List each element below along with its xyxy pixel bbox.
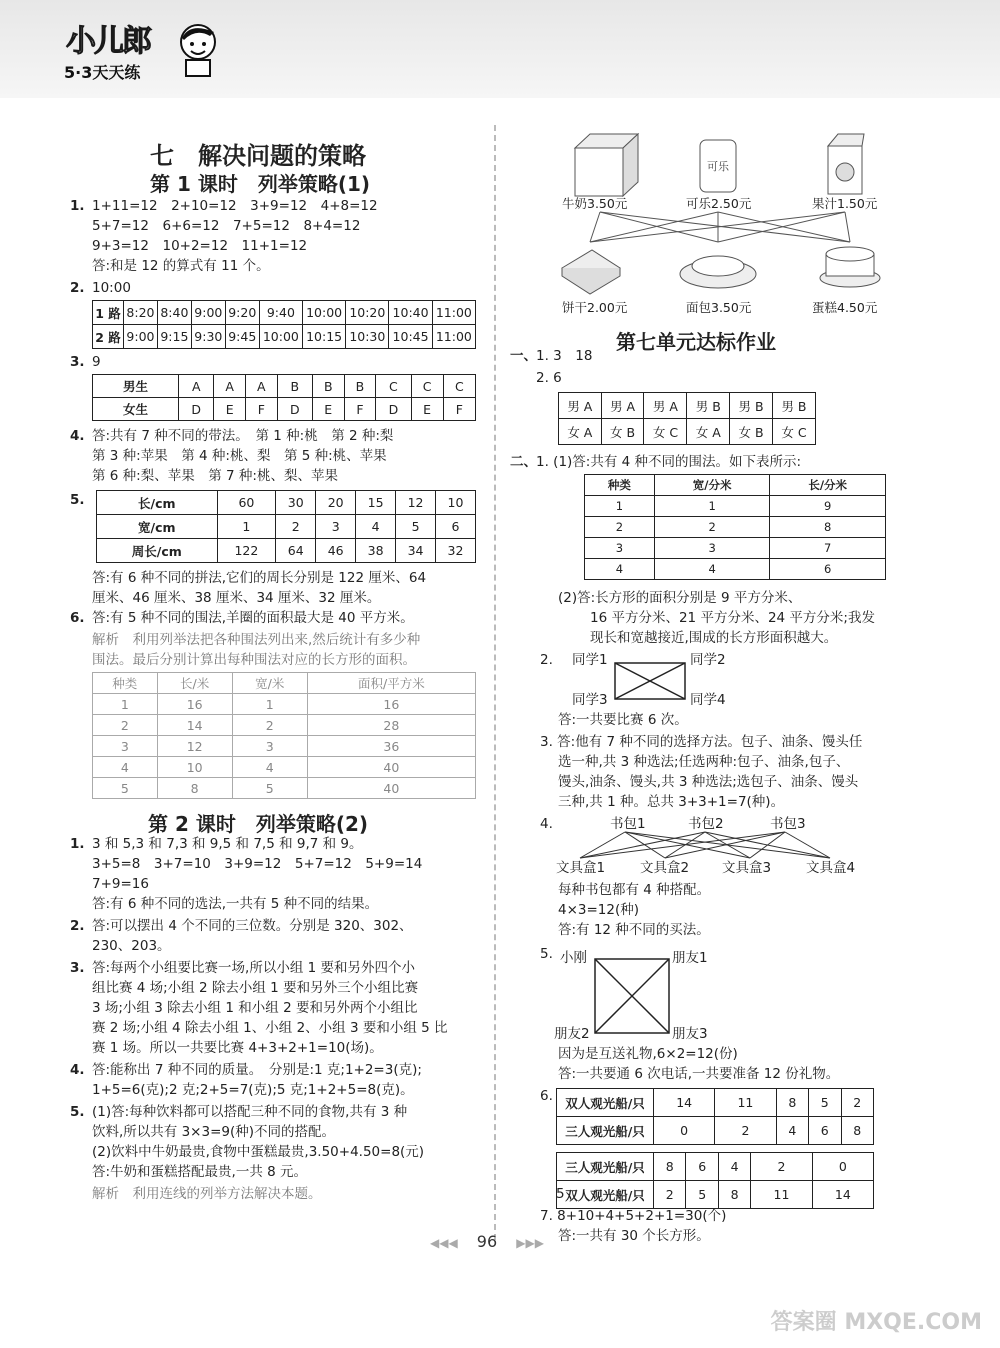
table-cell: 三人观光船/只 [557,1153,654,1181]
table-cell: 2 [585,517,655,538]
part-label: 一、 [510,348,537,364]
table-cell: 12 [157,736,232,757]
unit-title: 第七单元达标作业 [616,330,776,354]
table-cell: 3 [232,736,307,757]
bag-label: 书包1 [610,816,646,832]
table-cell: E [411,398,443,421]
answer-line: 9 [92,354,101,370]
table-cell: 5 [809,1089,841,1117]
milk-carton-icon [575,134,638,196]
table-cell: 1 [217,515,276,539]
answer-line: 答:每两个小组要比赛一场,所以小组 1 要和另外四个小 [92,960,416,976]
table-cell: 12 [396,491,436,515]
table-cell: 三人观光船/只 [557,1117,654,1145]
table-cell: 11 [751,1181,812,1209]
table-cell: 女生 [93,398,179,421]
table-cell: B [344,375,376,398]
box-label: 文具盒2 [640,860,690,876]
table-cell: 8 [157,778,232,799]
table-cell: 8 [776,1089,808,1117]
answer-line: 答:有 6 种不同的选法,一共有 5 种不同的结果。 [92,896,379,912]
answer-line: 2. 6 [536,370,562,386]
table-cell: 32 [436,539,476,563]
mascot-icon [176,20,220,78]
analysis-line: 解析 利用列举法把各种围法列出来,然后统计有多少种 [92,632,421,648]
table-cell: 8 [654,1153,686,1181]
watermark: 答案圈 MXQE.COM [770,1310,982,1335]
table-cell: 11 [715,1089,776,1117]
box-label: 文具盒3 [722,860,772,876]
answer-line: 每种书包都有 4 种搭配。 [558,882,711,898]
table-cell: 4 [585,559,655,580]
answer-line: 5+7=12 6+6=12 7+5=12 8+4=12 [92,218,361,234]
table-cell: 女 B [601,419,644,445]
bread-icon [680,256,756,288]
table-cell: 宽/米 [232,673,307,694]
table-cell: 9:30 [191,325,225,349]
table-cell: 1 [654,496,770,517]
table-cell: 4 [776,1117,808,1145]
table-cell: 60 [217,491,276,515]
answer-line: 3 场;小组 3 除去小组 1 和小组 2 要和另外两个小组比 [92,1000,418,1016]
answer-line: 答:有 12 种不同的买法。 [558,922,710,938]
table-cell: 宽/分米 [654,475,770,496]
bag-label: 书包3 [770,816,806,832]
table-cell: 1 [93,694,158,715]
table-cell: B [277,375,312,398]
table-cell: 1 [585,496,655,517]
juice-box-icon [828,134,864,194]
bag-box-link-lines [560,832,860,858]
answer-line: (1)答:每种饮料都可以搭配三种不同的食物,共有 3 种 [92,1104,408,1120]
table-cell: 11:00 [432,301,475,325]
table-cell: 14 [157,715,232,736]
answer-line: 答:一共要比赛 6 次。 [558,712,688,728]
answer-line: 答:可以摆出 4 个不同的三位数。分别是 320、302、 [92,918,413,934]
analysis-line: 围法。最后分别计算出每种围法对应的长方形的面积。 [92,652,416,668]
table-cell: 20 [316,491,356,515]
table-cell: 男 B [687,393,730,419]
table-cell: 女 B [730,419,773,445]
table-cell: 6 [770,559,886,580]
answer-line: 现长和宽越接近,围成的长方形面积越大。 [590,630,838,646]
answer-line: 饮料,所以共有 3×3=9(种)不同的搭配。 [92,1124,336,1140]
table-cell: A [179,375,214,398]
cake-label: 蛋糕4.50元 [812,300,878,315]
table-cell: 10:00 [259,325,302,349]
answer-line: 答:一共要通 6 次电话,一共要准备 12 份礼物。 [558,1066,840,1082]
answer-line: 1+5=6(克);2 克;2+5=7(克);5 克;1+2+5=8(克)。 [92,1082,414,1098]
q-number: 6. [540,1088,553,1104]
table-cell: 3 [585,538,655,559]
q-number: 1. [70,198,85,214]
q-number: 3. [70,960,85,976]
table-cell: F [443,398,475,421]
table-cell: 双人观光船/只 [557,1181,654,1209]
table-cell: 40 [307,757,475,778]
table-cell: 2 [654,517,770,538]
lesson1-title: 第 1 课时 列举策略(1) [150,172,371,196]
pairing-table-2 [558,392,816,445]
part-label: 二、 [510,454,537,470]
answer-line: 答:牛奶和蛋糕搭配最贵,一共 8 元。 [92,1164,308,1180]
table-cell: 46 [316,539,356,563]
table-cell: C [411,375,443,398]
table-cell: 2 [715,1117,776,1145]
answer-line: (2)饮料中牛奶最贵,食物中蛋糕最贵,3.50+4.50=8(元) [92,1144,425,1160]
table-cell: 14 [654,1089,715,1117]
table-cell: 34 [396,539,436,563]
logo-title: 小儿郎 [66,24,150,59]
answer-line: 答:能称出 7 种不同的质量。 分别是:1 克;1+2=3(克); [92,1062,422,1078]
table-cell: 长/分米 [770,475,886,496]
table-cell: 女 C [772,419,815,445]
page-number: 96 [476,1232,498,1251]
table-cell: F [246,398,278,421]
logo-subtitle: 5·3天天练 [64,63,141,82]
classmate-label: 同学2 [690,652,726,668]
table-cell: 8 [718,1181,750,1209]
table-cell: 5 [396,515,436,539]
box-label: 文具盒4 [806,860,856,876]
table-cell: 种类 [585,475,655,496]
q-number: 3. [70,354,85,370]
table-cell: 2 [232,715,307,736]
table-cell: 10:45 [389,325,432,349]
juice-label: 果汁1.50元 [812,196,878,211]
cola-can-icon [700,140,736,192]
answer-line: 第 6 种:梨、苹果 第 7 种:桃、梨、苹果 [92,468,338,484]
answer-line: 组比赛 4 场;小组 2 除去小组 1 要和另外三个小组比赛 [92,980,419,996]
table-cell: 3 [316,515,356,539]
table-cell: 28 [307,715,475,736]
q-number: 2. [70,280,85,296]
table-cell: 3 [93,736,158,757]
answer-line: 选一种,共 3 种选法;任选两种:包子、油条,包子、 [558,754,850,770]
table-cell: 8 [841,1117,874,1145]
table-cell: 10:20 [346,301,389,325]
bus-schedule-table [92,300,476,349]
answer-line: 答:有 6 种不同的拼法,它们的周长分别是 122 厘米、64 [92,570,427,586]
answer-line: 答:有 5 种不同的围法,羊圈的面积最大是 40 平方米。 [92,610,414,626]
table-cell: 1 [232,694,307,715]
table-cell: 男 B [730,393,773,419]
answer-line: 赛 2 场;小组 4 除去小组 1、小组 2、小组 3 要和小组 5 比 [92,1020,448,1036]
prev-arrows-icon: ◀◀◀ [430,1236,458,1250]
table-cell: 4 [718,1153,750,1181]
answer-line: (2)答:长方形的面积分别是 9 平方分米、 [558,590,802,606]
table-cell: 女 A [687,419,730,445]
table-cell: 10 [436,491,476,515]
table-cell: 男 A [559,393,602,419]
table-cell: D [179,398,214,421]
link-lines [590,212,850,242]
classmate-label: 同学1 [572,652,608,668]
biscuit-icon [562,250,620,294]
table-cell: 8:20 [124,301,158,325]
table-cell: A [246,375,278,398]
milk-label: 牛奶3.50元 [562,196,628,211]
answer-line: 答:一共有 30 个长方形。 [558,1228,710,1244]
pairing-table [92,374,476,421]
table-cell: D [277,398,312,421]
table-cell: 周长/cm [97,539,218,563]
drink-food-diagram [520,128,920,318]
table-cell: 40 [307,778,475,799]
phone-call-diagram [594,958,670,1034]
table-cell: 0 [812,1153,873,1181]
table-cell: C [376,375,411,398]
table-cell: 5 [93,778,158,799]
answer-line: 3. 答:他有 7 种不同的选择方法。包子、油条、馒头任 [540,734,863,750]
table-cell: 4 [356,515,396,539]
next-arrows-icon: ▶▶▶ [516,1236,544,1250]
answer-line: 1. (1)答:共有 4 种不同的围法。如下表所示: [536,454,802,470]
perimeter-table [96,490,476,563]
answer-line: 答:共有 7 种不同的带法。 第 1 种:桃 第 2 种:梨 [92,428,394,444]
table-cell: 0 [654,1117,715,1145]
table-cell: 6 [809,1117,841,1145]
answer-line: 4×3=12(种) [558,902,640,918]
friend-label: 朋友3 [672,1026,708,1042]
table-cell: 8:40 [157,301,191,325]
answer-line: 16 平方分米、21 平方分米、24 平方分米;我发 [590,610,875,626]
q-number: 4. [540,816,553,832]
answer-line: 3+5=8 3+7=10 3+9=12 5+7=12 5+9=14 [92,856,423,872]
q-number: 5. [70,1104,85,1120]
cake-icon [820,247,880,287]
table-cell: F [344,398,376,421]
table-cell: 2 [751,1153,812,1181]
table-cell: 36 [307,736,475,757]
table-cell: 16 [157,694,232,715]
answer-line: 1. 3 18 [536,348,593,364]
table-cell: 7 [770,538,886,559]
table-cell: 11:00 [432,325,475,349]
match-diagram [614,662,686,700]
table-cell: 9:40 [259,301,302,325]
lesson2-title: 第 2 课时 列举策略(2) [148,812,369,836]
table-cell: 男 A [644,393,687,419]
q-number: 2. [540,652,553,668]
table-cell: 男 B [772,393,815,419]
table-cell: 6 [686,1153,718,1181]
bag-label: 书包2 [688,816,724,832]
table-cell: 16 [307,694,475,715]
table-cell: 宽/cm [97,515,218,539]
answer-line: 因为是互送礼物,6×2=12(份) [558,1046,738,1062]
table-cell: 男生 [93,375,179,398]
box-label: 文具盒1 [556,860,606,876]
table-cell: 30 [276,491,316,515]
table-cell: 9:45 [225,325,259,349]
q-number: 2. [70,918,85,934]
classmate-label: 同学4 [690,692,726,708]
table-cell: E [312,398,344,421]
page-footer [430,1232,544,1251]
table-cell: 5 [686,1181,718,1209]
q-number: 4. [70,1062,85,1078]
table-cell: 9 [770,496,886,517]
table-cell: 10:15 [302,325,345,349]
table-cell: 女 C [644,419,687,445]
friend-label: 小刚 [560,950,587,966]
table-cell: 15 [356,491,396,515]
q-number: 4. [70,428,85,444]
page-header [0,0,1000,98]
table-cell: B [312,375,344,398]
answer-line: 三种,共 1 种。总共 3+3+1=7(种)。 [558,794,785,810]
table-cell: 2 路 [93,325,124,349]
table-cell: 10 [157,757,232,778]
table-cell: 种类 [93,673,158,694]
table-cell: 5 [232,778,307,799]
table-cell: 14 [812,1181,873,1209]
table-cell: 长/米 [157,673,232,694]
friend-label: 朋友1 [672,950,708,966]
table-cell: 10:00 [302,301,345,325]
chapter-title: 七 解决问题的策略 [150,142,366,170]
table-cell: 2 [276,515,316,539]
table-cell: C [443,375,475,398]
q-number: 5. [540,946,553,962]
table-cell: 面积/平方米 [307,673,475,694]
table-cell: 女 A [559,419,602,445]
table-cell: 10:30 [346,325,389,349]
answer-line: 7+9=16 [92,876,149,892]
table-cell: A [214,375,246,398]
biscuit-label: 饼干2.00元 [562,300,628,315]
table-cell: 10:40 [389,301,432,325]
table-cell: 38 [356,539,396,563]
table-cell: 9:00 [124,325,158,349]
answer-line: 馒头,油条、馒头,共 3 种选法;选包子、油条、馒头 [558,774,859,790]
table-cell: 2 [93,715,158,736]
table-cell: 8 [770,517,886,538]
table-cell: 长/cm [97,491,218,515]
table-cell: 122 [217,539,276,563]
table-cell: 1 路 [93,301,124,325]
table-cell: 2 [654,1181,686,1209]
q-number: 6. [70,610,85,626]
q-number: 5. [70,492,85,508]
table-cell: 4 [654,559,770,580]
answer-line: 5 [556,1186,565,1202]
table-cell: 9:15 [157,325,191,349]
q-number: 1. [70,836,85,852]
table-cell: 男 A [601,393,644,419]
can-label: 可乐 [707,160,729,173]
answer-line: 7. 8+10+4+5+2+1=30(个) [540,1208,727,1224]
answer-line: 1+11=12 2+10=12 3+9=12 4+8=12 [92,198,378,214]
bread-label: 面包3.50元 [686,300,752,315]
pen-area-table [92,672,476,799]
table-cell: 3 [654,538,770,559]
answer-line: 答:和是 12 的算式有 11 个。 [92,258,270,274]
fence-table [584,474,886,580]
analysis-line: 解析 利用连线的列举方法解决本题。 [92,1186,322,1202]
classmate-label: 同学3 [572,692,608,708]
table-cell: 2 [841,1089,874,1117]
answer-line: 9+3=12 10+2=12 11+1=12 [92,238,308,254]
answer-line: 10:00 [92,280,131,296]
table-cell: 9:20 [225,301,259,325]
boat-table-1 [556,1088,874,1145]
friend-label: 朋友2 [554,1026,590,1042]
answer-line: 3 和 5,3 和 7,3 和 9,5 和 7,5 和 9,7 和 9。 [92,836,363,852]
answer-line: 厘米、46 厘米、38 厘米、34 厘米、32 厘米。 [92,590,381,606]
table-cell: D [376,398,411,421]
column-divider [494,125,496,1240]
table-cell: 4 [232,757,307,778]
table-cell: 9:00 [191,301,225,325]
table-cell: 64 [276,539,316,563]
boat-table-2 [556,1152,874,1209]
answer-line: 赛 1 场。所以一共要比赛 4+3+2+1=10(场)。 [92,1040,383,1056]
table-cell: 4 [93,757,158,778]
cola-label: 可乐2.50元 [686,196,752,211]
answer-line: 第 3 种:苹果 第 4 种:桃、梨 第 5 种:桃、苹果 [92,448,387,464]
table-cell: 6 [436,515,476,539]
table-cell: E [214,398,246,421]
table-cell: 双人观光船/只 [557,1089,654,1117]
answer-line: 230、203。 [92,938,171,954]
